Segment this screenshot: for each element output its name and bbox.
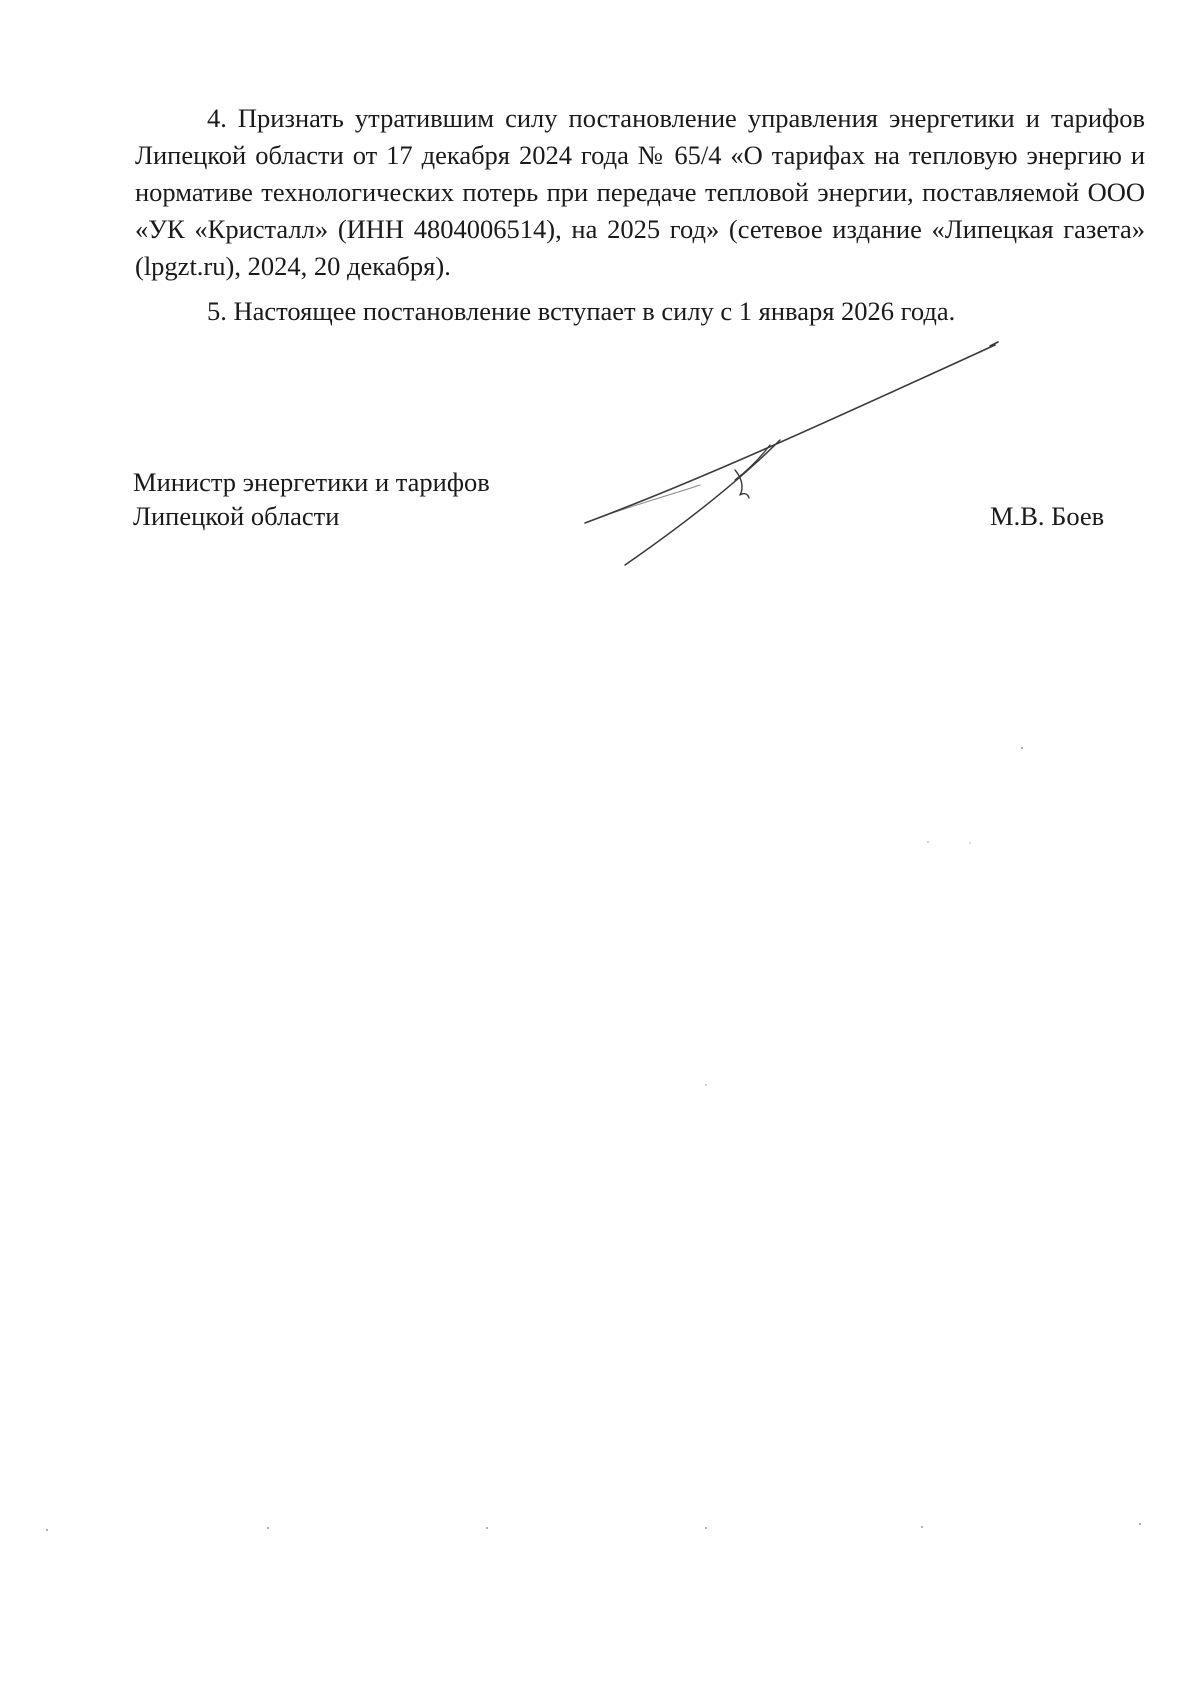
signatory-position-line1: Министр энергетики и тарифов — [133, 467, 490, 497]
signatory-position-line2: Липецкой области — [133, 501, 340, 531]
paragraph-4: 4. Признать утратившим силу постановление управления энергетики и тарифов Липецкой области от 17 декабря 2024 года № 65/4 «О тарифах на тепловую энергию и нормативе технологических потерь при передаче тепловой энергии, поставляемой ООО «УК «Кристалл» (ИНН 4804006514), на 2025 год» (сетевое издание «Липецкая газета» (lpgzt.ru), 2024, 20 декабря). — [135, 103, 1145, 281]
paragraph-5: 5. Настоящее постановление вступает в силу с 1 января 2026 года. — [207, 296, 956, 326]
signatory-position — [133, 465, 490, 533]
signatory-name: М.В. Боев — [990, 501, 1105, 531]
document-body — [135, 100, 1145, 330]
